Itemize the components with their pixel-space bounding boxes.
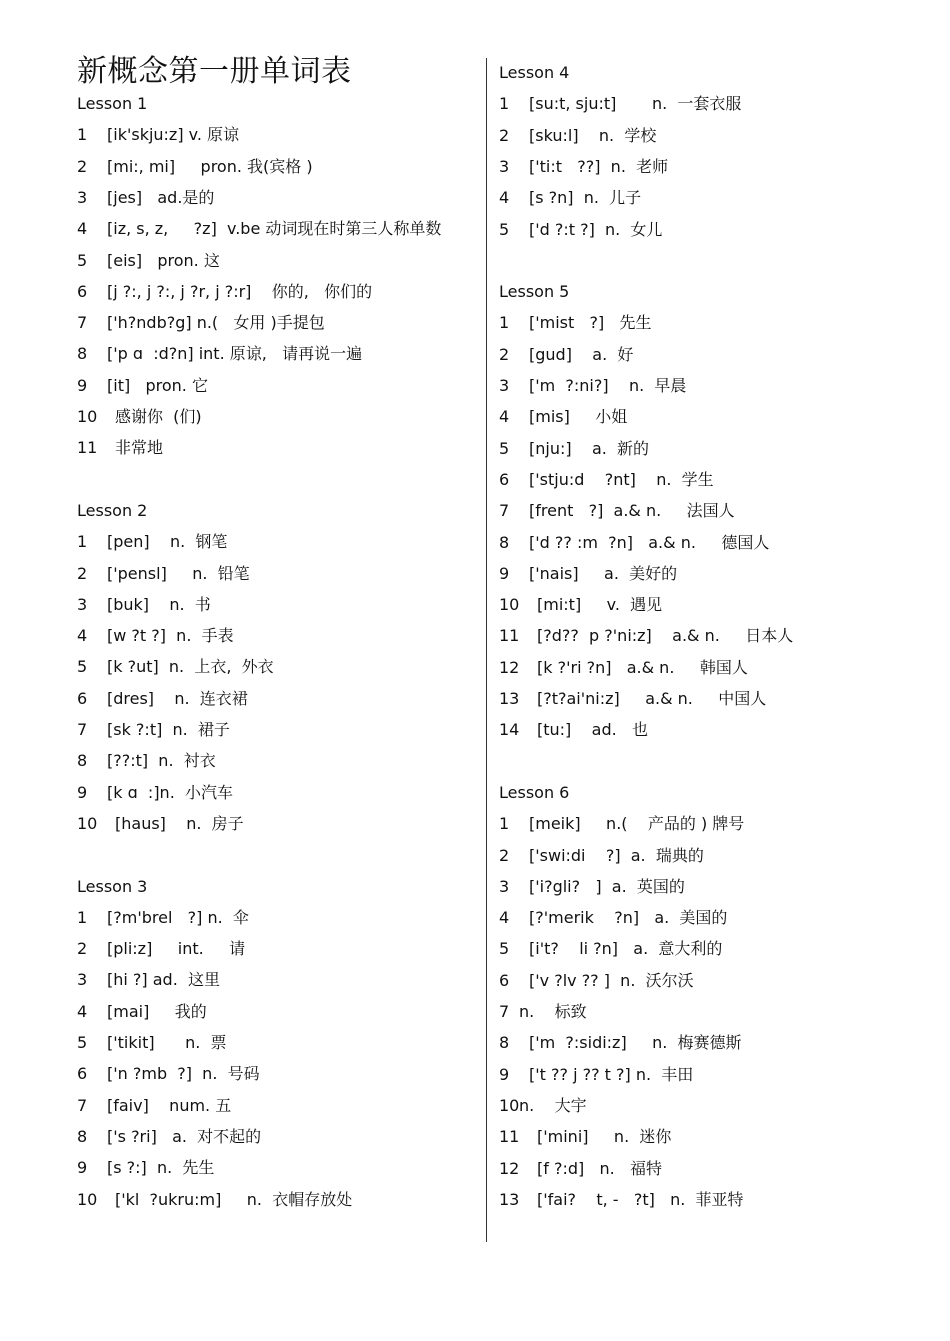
entry-text: [??:t] n. 衬衣 — [107, 751, 216, 771]
word-entry — [77, 157, 313, 177]
word-entry — [499, 1002, 587, 1022]
entry-text: 感谢你 (们) — [115, 407, 202, 426]
word-entry — [499, 1065, 693, 1085]
word-entry — [499, 971, 694, 991]
entry-text: [frent ?] a.& n. 法国人 — [529, 501, 735, 521]
word-entry — [77, 908, 249, 928]
entry-number: 5 — [499, 438, 510, 458]
word-entry — [77, 564, 250, 584]
word-entry — [77, 125, 239, 145]
entry-number: 7 — [77, 313, 88, 333]
entry-text: [f ?:d] n. 福特 — [537, 1158, 662, 1178]
entry-text: [?t?ai'ni:z] a.& n. 中国人 — [537, 689, 767, 708]
word-entry — [77, 313, 325, 333]
entry-text: [gud] a. 好 — [529, 344, 634, 364]
entry-text: [pen] n. 钢笔 — [107, 532, 228, 552]
entry-text: [tu:] ad. 也 — [537, 720, 648, 740]
entry-text: [meik] n.( 产品的 ) 牌号 — [529, 814, 745, 834]
entry-number: 2 — [499, 125, 510, 145]
entry-text: [ik'skju:z] v. 原谅 — [107, 125, 240, 145]
lesson-heading: Lesson 6 — [499, 782, 570, 802]
entry-number: 6 — [77, 1064, 88, 1084]
entry-number: 9 — [499, 563, 510, 583]
page-title: 新概念第一册单词表 — [77, 54, 352, 89]
entry-number: 2 — [77, 156, 88, 176]
entry-number: 4 — [499, 908, 510, 928]
entry-text: [jes] ad.是的 — [107, 187, 215, 207]
entry-number: 3 — [499, 156, 510, 176]
entry-number: 8 — [77, 751, 88, 771]
entry-text: [?'merik ?n] a. 美国的 — [529, 908, 728, 928]
word-entry — [499, 658, 748, 678]
word-entry — [499, 376, 686, 396]
entry-text: [s ?:] n. 先生 — [107, 1158, 215, 1178]
entry-number: 5 — [77, 1033, 88, 1052]
entry-text: ['i?gli? ] a. 英国的 — [529, 876, 685, 896]
entry-number: 3 — [499, 376, 510, 395]
entry-text: [mi:, mi] pron. 我(宾格 ) — [107, 156, 313, 176]
entry-text: [buk] n. 书 — [107, 594, 211, 614]
entry-number: 1 — [499, 814, 510, 834]
entry-number: 2 — [77, 563, 88, 583]
word-entry — [499, 501, 735, 521]
entry-number: 8 — [499, 1033, 510, 1053]
word-entry — [77, 282, 372, 302]
word-entry — [499, 157, 668, 177]
word-entry — [499, 1033, 742, 1053]
lesson-heading: Lesson 4 — [499, 63, 570, 82]
entry-number: 13 — [499, 689, 520, 708]
entry-text: [j ?:, j ?:, j ?r, j ?:r] 你的, 你们的 — [107, 281, 373, 301]
entry-text: [haus] n. 房子 — [115, 813, 244, 833]
entry-number: 9 — [499, 1064, 510, 1084]
entry-text: ['s ?ri] a. 对不起的 — [107, 1126, 262, 1146]
entry-text: ['d ?? :m ?n] a.& n. 德国人 — [529, 532, 770, 552]
entry-text: [mai] 我的 — [107, 1001, 207, 1021]
entry-number: 11 — [499, 1127, 520, 1147]
entry-number: 8 — [77, 1126, 88, 1146]
entry-number: 9 — [77, 375, 88, 395]
word-entry — [77, 689, 248, 709]
entry-number: 8 — [499, 532, 510, 552]
word-entry — [499, 939, 722, 959]
entry-number: 6 — [499, 970, 510, 990]
word-entry — [499, 720, 648, 740]
entry-text: [k ɑ :]n. 小汽车 — [107, 782, 233, 802]
entry-text: ['v ?lv ?? ] n. 沃尔沃 — [529, 970, 694, 990]
entry-text: [dres] n. 连衣裙 — [107, 688, 248, 708]
entry-number: 9 — [77, 782, 88, 802]
word-entry — [77, 970, 220, 990]
column-divider — [486, 58, 487, 1242]
entry-text: [i't? li ?n] a. 意大利的 — [529, 939, 723, 959]
entry-number: 6 — [77, 688, 88, 708]
entry-number: 7 — [77, 1095, 88, 1115]
word-entry — [77, 407, 202, 427]
word-entry — [77, 438, 163, 458]
entry-number: 8 — [77, 344, 88, 364]
entry-number: 12 — [499, 1158, 520, 1178]
entry-number: 13 — [499, 1189, 520, 1209]
entry-number: 3 — [499, 876, 510, 896]
word-entry — [499, 1159, 662, 1179]
entry-number: 4 — [77, 1001, 88, 1021]
entry-text: [nju:] a. 新的 — [529, 438, 650, 458]
entry-text: [faiv] num. 五 — [107, 1095, 232, 1115]
entry-number: 4 — [77, 626, 88, 646]
entry-number: 5 — [499, 939, 510, 959]
entry-number: 5 — [499, 219, 510, 239]
entry-number: 10 — [499, 595, 520, 615]
entry-number: 10 — [77, 813, 98, 833]
entry-text: [k ?'ri ?n] a.& n. 韩国人 — [537, 657, 748, 677]
entry-number: 7 — [77, 720, 88, 739]
word-entry — [499, 564, 677, 584]
entry-text: ['p ɑ :d?n] int. 原谅, 请再说一遍 — [107, 344, 363, 364]
entry-number: 2 — [499, 845, 510, 865]
entry-number: 1 — [77, 125, 88, 145]
entry-number: 7 — [499, 501, 510, 521]
word-entry — [499, 626, 793, 646]
word-entry — [77, 751, 216, 771]
word-entry — [77, 219, 441, 239]
lesson-heading: Lesson 3 — [77, 876, 148, 896]
entry-text: ['ti:t ??] n. 老师 — [529, 156, 669, 176]
entry-number: 2 — [77, 939, 88, 959]
entry-text: [it] pron. 它 — [107, 375, 208, 395]
entry-number: 10 — [77, 407, 98, 426]
word-entry — [499, 126, 656, 146]
entry-text: ['mist ?] 先生 — [529, 313, 652, 333]
word-entry — [499, 220, 662, 240]
entry-text: ['fai? t, - ?t] n. 菲亚特 — [537, 1189, 744, 1209]
word-entry — [499, 188, 641, 208]
entry-text: ['mini] n. 迷你 — [537, 1127, 672, 1147]
word-entry — [77, 1096, 231, 1116]
word-entry — [77, 376, 208, 396]
entry-number: 1 — [499, 94, 510, 114]
entry-text: ['d ?:t ?] n. 女儿 — [529, 219, 663, 239]
word-entry — [77, 1190, 352, 1210]
lesson-heading: Lesson 5 — [499, 282, 570, 302]
word-entry — [499, 439, 649, 459]
entry-text: ['tikit] n. 票 — [107, 1033, 227, 1052]
entry-text: [su:t, sju:t] n. 一套衣服 — [529, 94, 742, 114]
entry-number: 1 — [77, 907, 88, 927]
entry-number: 3 — [77, 187, 88, 207]
word-entry — [77, 626, 234, 646]
entry-text: [k ?ut] n. 上衣, 外衣 — [107, 657, 274, 677]
entry-text: ['kl ?ukru:m] n. 衣帽存放处 — [115, 1189, 353, 1209]
entry-text: [mis] 小姐 — [529, 407, 628, 427]
entry-text: [hi ?] ad. 这里 — [107, 970, 220, 990]
entry-number: 5 — [77, 250, 88, 270]
word-entry — [499, 908, 727, 928]
entry-text: ['nais] a. 美好的 — [529, 563, 678, 583]
entry-number: 10 — [499, 1095, 520, 1115]
word-entry — [77, 814, 244, 834]
word-entry — [499, 407, 627, 427]
word-entry — [77, 1033, 227, 1053]
word-entry — [77, 1127, 261, 1147]
entry-text: n. 大宇 — [519, 1095, 587, 1115]
entry-number: 3 — [77, 594, 88, 614]
entry-text: ['m ?:ni?] n. 早晨 — [529, 376, 687, 395]
word-entry — [499, 1096, 587, 1116]
lesson-heading: Lesson 1 — [77, 94, 148, 113]
word-entry — [499, 533, 769, 553]
entry-text: ['h?ndb?g] n.( 女用 )手提包 — [107, 313, 325, 333]
entry-number: 12 — [499, 657, 520, 677]
entry-number: 1 — [77, 532, 88, 552]
entry-number: 11 — [77, 438, 98, 458]
word-entry — [77, 188, 214, 208]
entry-number: 14 — [499, 720, 520, 740]
entry-number: 11 — [499, 626, 520, 646]
entry-number: 1 — [499, 313, 510, 333]
word-entry — [77, 1064, 260, 1084]
entry-text: ['pensl] n. 铅笔 — [107, 563, 250, 583]
entry-text: 非常地 — [115, 438, 164, 458]
word-entry — [77, 1158, 214, 1178]
word-entry — [77, 657, 274, 677]
word-entry — [499, 1190, 744, 1210]
entry-number: 10 — [77, 1189, 98, 1209]
word-entry — [499, 345, 633, 365]
entry-text: [?m'brel ?] n. 伞 — [107, 907, 249, 927]
entry-number: 6 — [77, 281, 88, 301]
entry-text: ['swi:di ?] a. 瑞典的 — [529, 845, 704, 865]
lesson-heading: Lesson 2 — [77, 500, 148, 520]
entry-number: 5 — [77, 657, 88, 677]
entry-number: 4 — [499, 188, 510, 208]
word-entry — [77, 532, 227, 552]
word-entry — [499, 877, 685, 897]
entry-text: [sk ?:t] n. 裙子 — [107, 720, 230, 739]
word-entry — [499, 689, 766, 709]
word-entry — [499, 313, 652, 333]
entry-number: 2 — [499, 344, 510, 364]
word-entry — [77, 783, 233, 803]
entry-text: ['m ?:sidi:z] n. 梅赛德斯 — [529, 1033, 742, 1053]
entry-text: ['n ?mb ?] n. 号码 — [107, 1064, 260, 1084]
entry-number: 9 — [77, 1158, 88, 1178]
entry-number: 4 — [77, 219, 88, 239]
word-entry — [499, 814, 744, 834]
entry-text: [w ?t ?] n. 手表 — [107, 626, 234, 646]
entry-text: [pli:z] int. 请 — [107, 939, 246, 959]
word-entry — [77, 720, 230, 740]
entry-number: 4 — [499, 407, 510, 427]
word-entry — [77, 595, 211, 615]
word-entry — [77, 251, 220, 271]
entry-text: [eis] pron. 这 — [107, 250, 220, 270]
entry-number: 3 — [77, 970, 88, 990]
entry-text: [sku:l] n. 学校 — [529, 125, 657, 145]
entry-text: [s ?n] n. 儿子 — [529, 188, 642, 208]
entry-text: [mi:t] v. 遇见 — [537, 595, 663, 615]
word-entry — [499, 470, 714, 490]
entry-text: n. 标致 — [519, 1002, 587, 1021]
entry-number: 6 — [499, 469, 510, 489]
entry-text: ['stju:d ?nt] n. 学生 — [529, 469, 714, 489]
word-entry — [77, 939, 245, 959]
entry-number: 7 — [499, 1002, 510, 1021]
word-entry — [499, 1127, 671, 1147]
entry-text: ['t ?? j ?? t ?] n. 丰田 — [529, 1064, 694, 1084]
word-entry — [77, 1002, 207, 1022]
word-entry — [77, 344, 362, 364]
word-entry — [499, 846, 704, 866]
word-entry — [499, 595, 662, 615]
entry-text: [iz, s, z, ?z] v.be 动词现在时第三人称单数 — [107, 219, 442, 239]
word-entry — [499, 94, 741, 114]
entry-text: [?d?? p ?'ni:z] a.& n. 日本人 — [537, 626, 794, 646]
